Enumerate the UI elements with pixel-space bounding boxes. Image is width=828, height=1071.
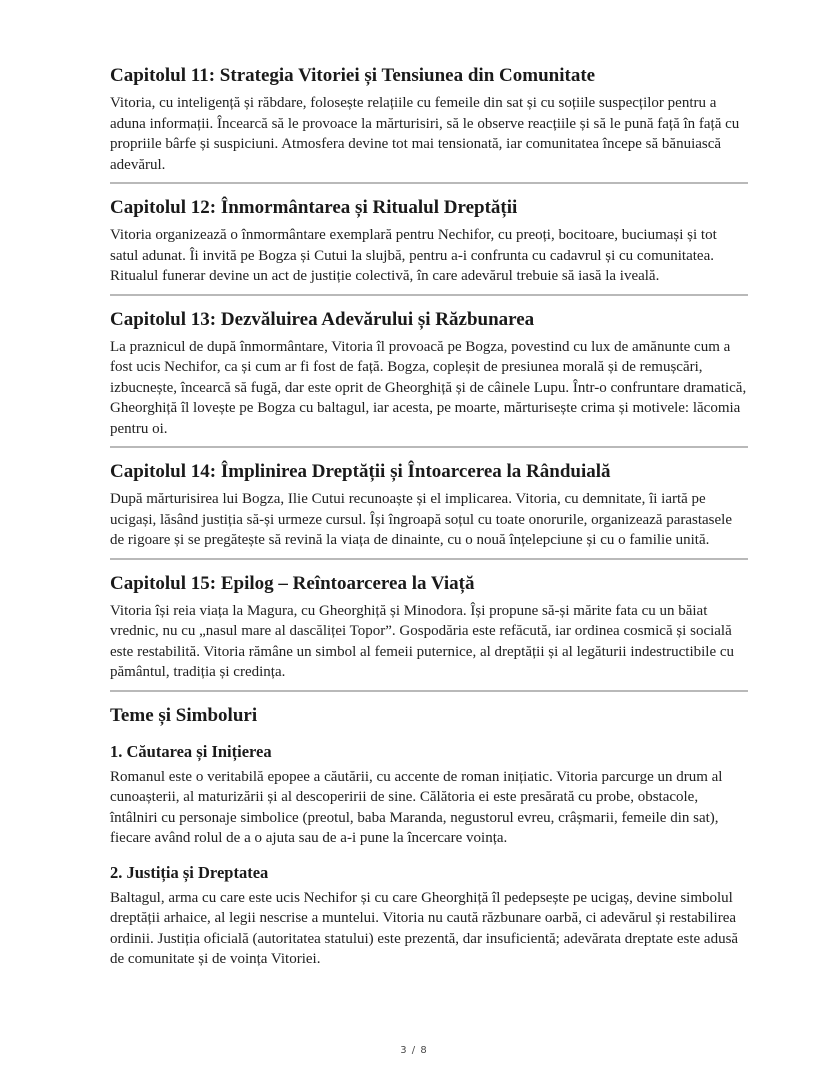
section-divider <box>110 446 748 448</box>
subsection-heading: 1. Căutarea și Inițierea <box>110 741 272 761</box>
section-divider <box>110 558 748 560</box>
chapter-summary-paragraph: Vitoria, cu inteligență și răbdare, folosește relațiile cu femeile din sat și cu soțiile suspecților pentru a aduna informații. Încearcă să le provoace la mărturisiri, să le observe reacțiile și să le pună față în față cu propriile bârfe și suspiciuni. Atmosfera devine tot mai tensionată, iar comunitatea începe să bănuiască adevărul. <box>110 95 740 173</box>
subsection-paragraph: Baltagul, arma cu care este ucis Nechifor și cu care Gheorghiță îl pedepsește pe ucigaș, devine simbolul dreptății arhaice, al legii nescrise a muntelui. Vitoria nu caută răzbunare oarbă, ci adevărul și restabilirea ordinii. Justiția oficială (autoritatea statului) este prezentă, dar insuficientă; adevărata dreptate este adusă de comunitate și de voința Vitoriei. <box>110 889 739 967</box>
subsection-paragraph: Romanul este o veritabilă epopee a căutării, cu accente de roman inițiatic. Vitoria parcurge un drum al cunoașterii, al maturizării și al descoperirii de sine. Călătoria ei este presărată cu probe, obstacole, întâlniri cu personaje simbolice (preotul, baba Maranda, negustorul evreu, crâșmarii, femeile din sat), fiecare având rolul de a o ajuta sau de a-i pune la încercare voința. <box>110 768 723 846</box>
chapter-summary-paragraph: Vitoria organizează o înmormântare exemplară pentru Nechifor, cu preoți, bocitoare, buciumași și tot satul adunat. Îi invită pe Bogza și Cutui la slujbă, pentru a-i confrunta cu cadavrul și cu comunitatea. Ritualul funerar devine un act de justiție colectivă, în care adevărul trebuie să iasă la iveală. <box>110 227 717 284</box>
chapter-summary-paragraph: După mărturisirea lui Bogza, Ilie Cutui recunoaște și el implicarea. Vitoria, cu demnitate, îi iartă pe ucigași, lăsând justiția să-și urmeze cursul. Își îngroapă soțul cu toate onorurile, organizează parastasele de rigoare și se pregătește să revină la viața de dinainte, cu o nouă înțelepciune și cu o familie unită. <box>110 491 733 548</box>
section-divider <box>110 294 748 296</box>
section-divider <box>110 690 748 692</box>
section-heading: Teme și Simboluri <box>110 704 258 726</box>
chapter-heading: Capitolul 13: Dezvăluirea Adevărului și Răzbunarea <box>110 308 535 330</box>
chapter-heading: Capitolul 11: Strategia Vitoriei și Tensiunea din Comunitate <box>110 65 596 86</box>
chapter-summary-paragraph: La praznicul de după înmormântare, Vitoria îl provoacă pe Bogza, povestind cu lux de amănunte cum a fost ucis Nechifor, ca și cum ar fi fost de față. Bogza, copleșit de presiunea morală și de remușcări, izbucnește, încearcă să fugă, dar este oprit de Gheorghiță și de câinele Lupu. Într-o confruntare dramatică, Gheorghiță îl lovește pe Bogza cu baltagul, iar acesta, pe moarte, mărturisește crima și motivele: lăcomia pentru oi. <box>110 338 747 437</box>
section-divider <box>110 182 748 184</box>
subsection-heading: 2. Justiția și Dreptatea <box>110 862 269 882</box>
page-number-indicator: 3 / 8 <box>400 1045 428 1056</box>
chapter-heading: Capitolul 12: Înmormântarea și Ritualul Dreptății <box>110 197 518 218</box>
chapter-summary-paragraph: Vitoria își reia viața la Magura, cu Gheorghiță și Minodora. Își propune să-și mărite fata cu un băiat vrednic, nu cu „nasul mare al dascăliței Topor”. Gospodăria este refăcută, iar ordinea cosmică și socială este restabilită. Vitoria rămâne un simbol al femeii puternice, al dreptății și al legăturii indestructibile cu pământul, tradiția și credința. <box>110 602 735 680</box>
chapter-heading: Capitolul 15: Epilog – Reîntoarcerea la Viață <box>110 572 475 594</box>
chapter-heading: Capitolul 14: Împlinirea Dreptății și Întoarcerea la Rânduială <box>110 461 611 482</box>
